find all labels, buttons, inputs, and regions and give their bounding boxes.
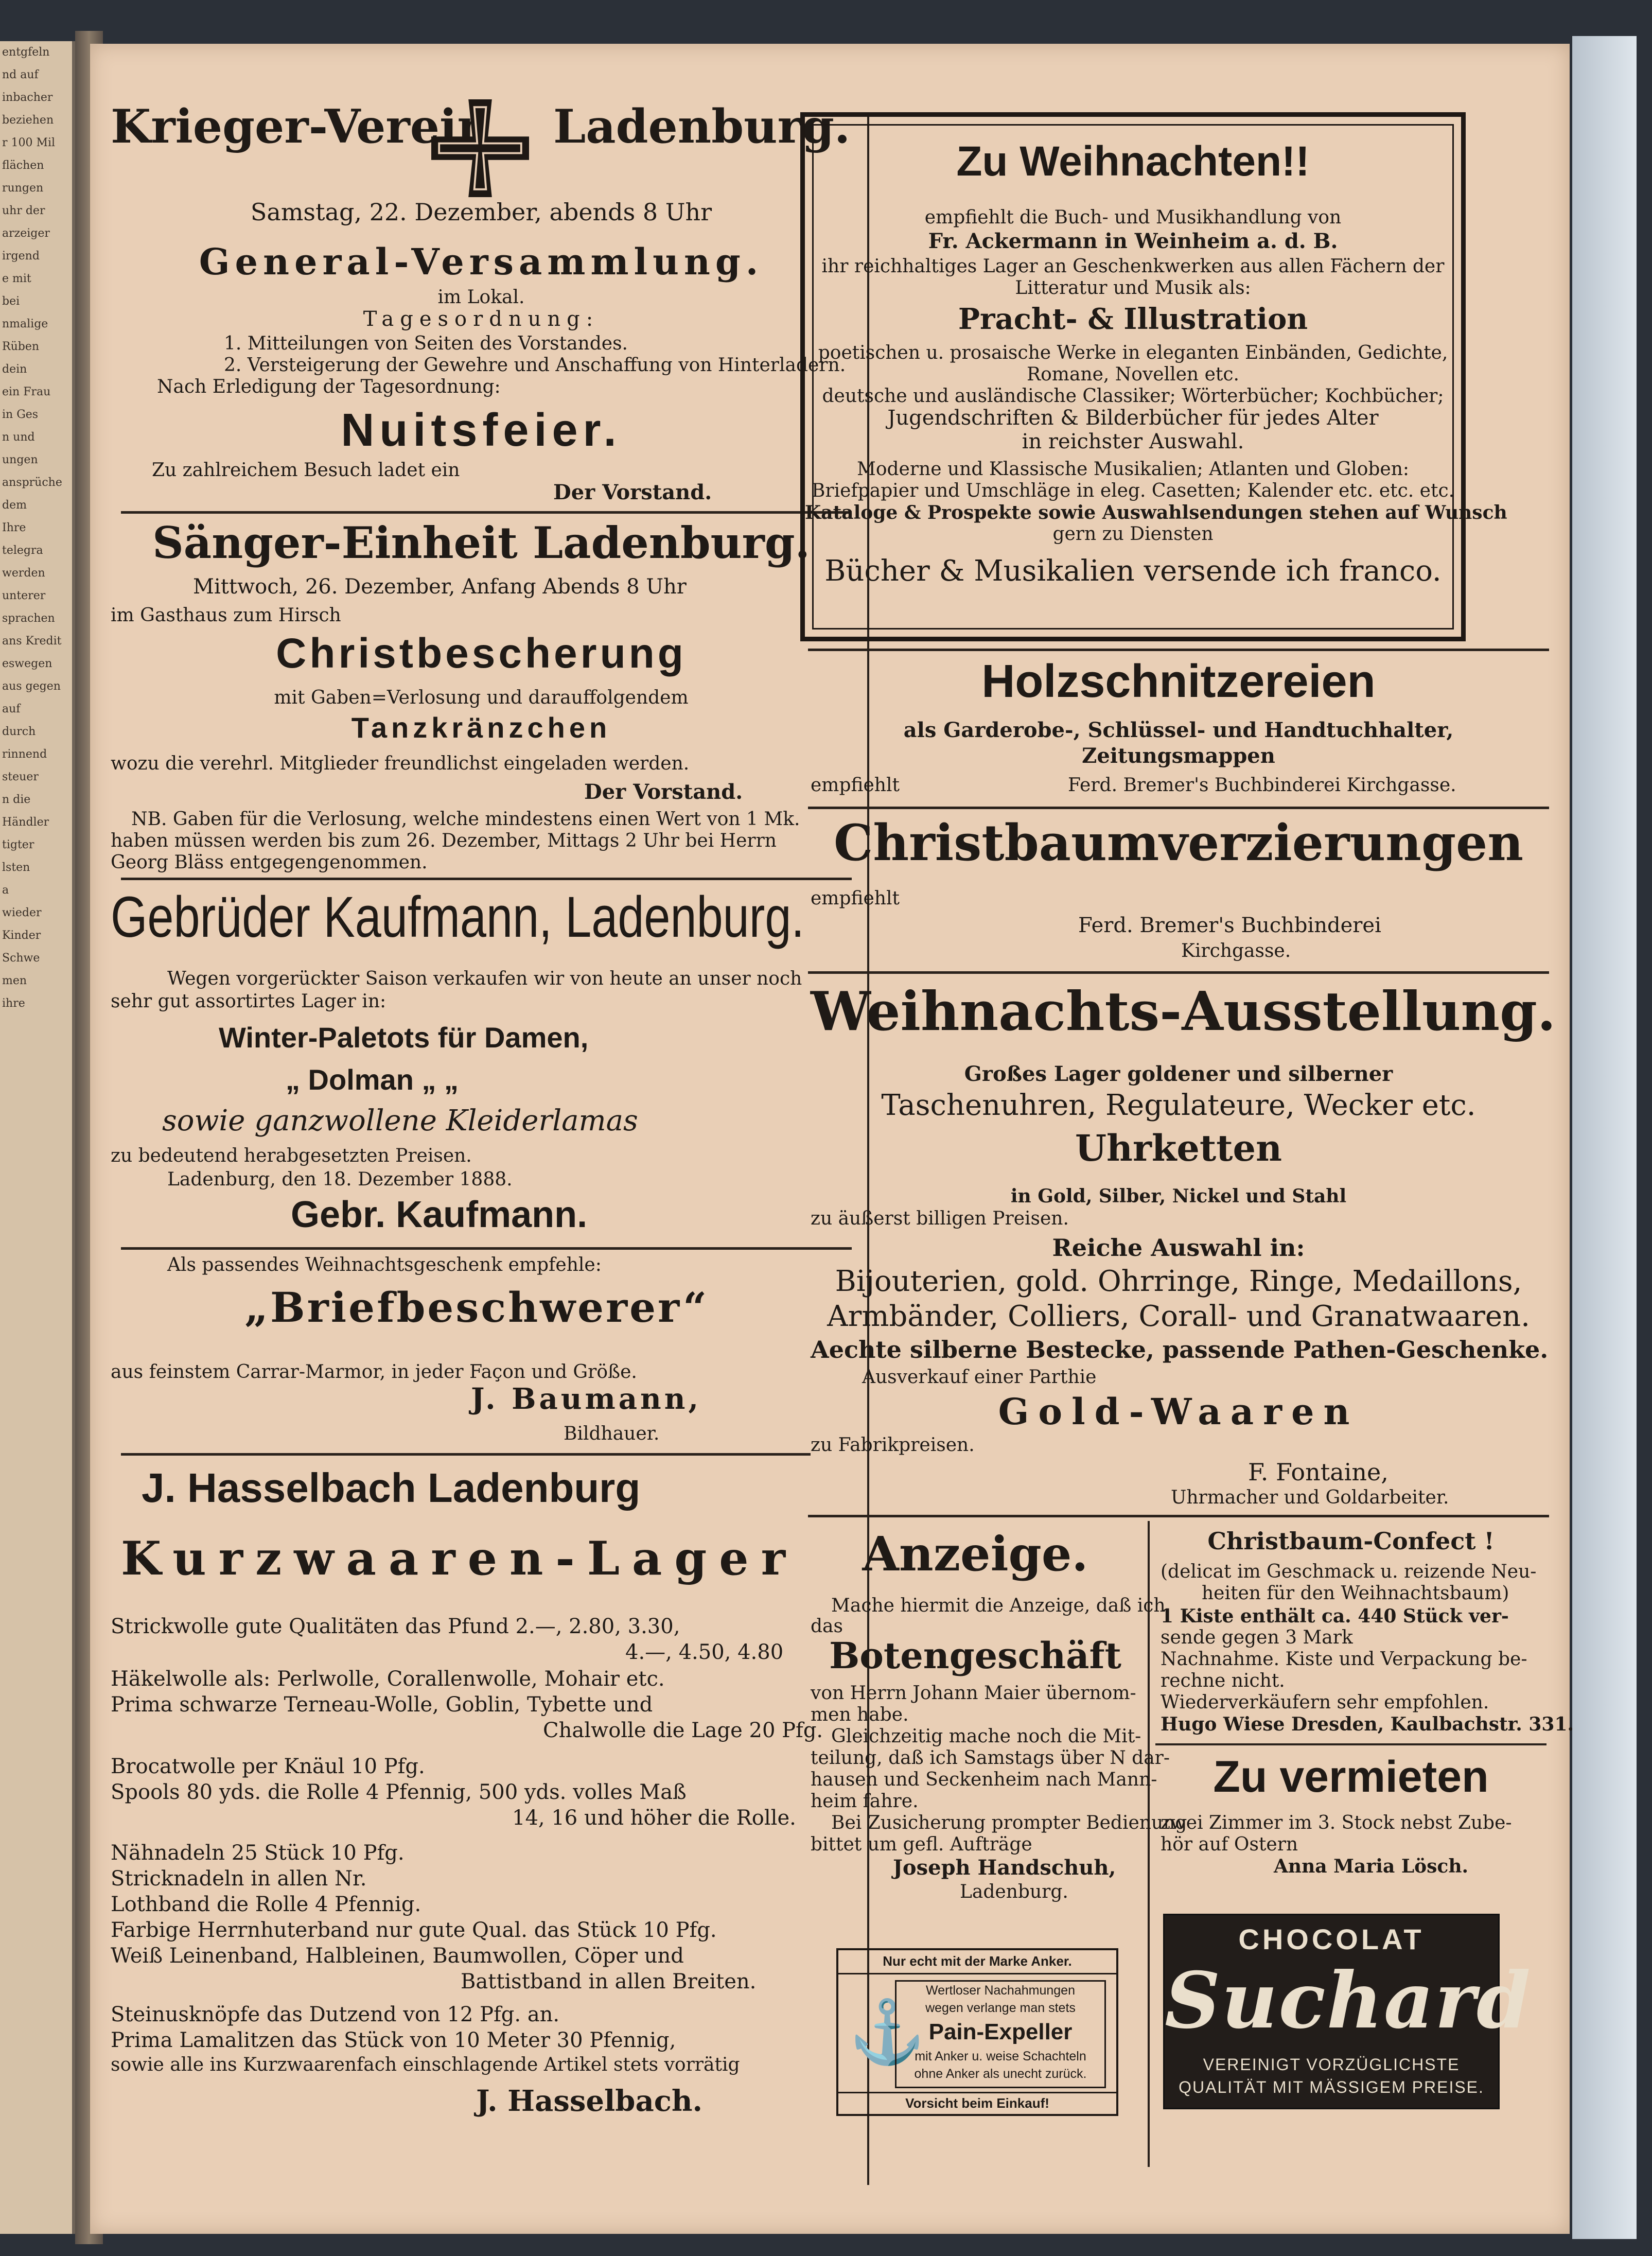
ad-line: Wertloser Nachahmungen: [926, 1983, 1075, 1998]
list-item: Weiß Leinenband, Halbleinen, Baumwollen, Cöper und: [111, 1944, 684, 1968]
ad-top-line: Nur echt mit der Marke Anker.: [838, 1950, 1116, 1974]
ad-title-left: Krieger-Verein: [111, 99, 491, 154]
name: Joseph Handschuh,: [893, 1856, 1116, 1880]
ad-line: Moderne und Klassische Musikalien; Atlanten und Globen:: [856, 459, 1410, 480]
ad-line: Litteratur und Musik als:: [1015, 277, 1251, 299]
newspaper-page: [90, 44, 1574, 2234]
ad-line: Zeitungsmappen: [1082, 744, 1275, 768]
ad-line: Gleichzeitig mache noch die Mit-: [831, 1726, 1141, 1747]
ad-line: Jugendschriften & Bilderbücher für jedes Alter: [887, 406, 1379, 430]
ad-line: rechne nicht.: [1161, 1670, 1285, 1691]
ad-line: Großes Lager goldener und silberner: [964, 1062, 1393, 1086]
ad-line: 1 Kiste enthält ca. 440 Stück ver-: [1161, 1605, 1509, 1627]
prev-page-text-fragment: ein Frau: [2, 386, 51, 398]
prev-page-text-fragment: flächen: [2, 159, 44, 172]
prev-page-text-fragment: werden: [2, 567, 45, 580]
name: J. Baumann,: [471, 1382, 701, 1416]
ad-line: hausen und Seckenheim nach Mann-: [811, 1769, 1157, 1790]
prev-page-text-fragment: in Ges: [2, 408, 39, 421]
prev-page-text-fragment: Händler: [2, 816, 49, 829]
ad-line: bittet um gefl. Aufträge: [811, 1834, 1032, 1855]
place: im Gasthaus zum Hirsch: [111, 605, 341, 626]
nb-line: haben müssen werden bis zum 26. Dezember, Mittags 2 Uhr bei Herrn: [111, 830, 777, 851]
invite-line: Zu zahlreichem Besuch ladet ein: [152, 460, 460, 481]
job: Bildhauer.: [564, 1423, 660, 1444]
firm-line: Ferd. Bremer's Buchbinderei Kirchgasse.: [1068, 775, 1456, 796]
desc-line: aus feinstem Carrar-Marmor, in jeder Façon und Größe.: [111, 1361, 637, 1383]
prev-page-text-fragment: Ihre: [2, 521, 26, 534]
ad-line: Gold-Waaren: [998, 1390, 1359, 1433]
prev-page-text-fragment: aus gegen: [2, 680, 61, 693]
sub-line: mit Gaben=Verlosung und darauffolgendem: [274, 687, 689, 708]
prev-page-text-fragment: sprachen: [2, 612, 55, 625]
ad-line: mit Anker u. weise Schachteln: [915, 2049, 1086, 2063]
list-item: Stricknadeln in allen Nr.: [111, 1867, 367, 1891]
divider: [121, 878, 852, 880]
recommend-word: empfiehlt: [811, 775, 900, 796]
ad-title: Weihnachts-Ausstellung.: [811, 980, 1556, 1043]
prev-page-text-fragment: tigter: [2, 838, 34, 851]
prev-page-text-fragment: n und: [2, 431, 35, 444]
prev-page-text-fragment: uhr der: [2, 204, 45, 217]
prev-page-text-fragment: e mit: [2, 272, 31, 285]
firm-line: Ferd. Bremer's Buchbinderei: [1078, 914, 1381, 937]
ad-line: zu äußerst billigen Preisen.: [811, 1208, 1069, 1229]
list-item: Prima Lamalitzen das Stück von 10 Meter 30 Pfennig,: [111, 2028, 676, 2052]
place: Ladenburg.: [960, 1881, 1068, 1902]
divider: [121, 1247, 852, 1250]
prev-page-text-fragment: wieder: [2, 906, 42, 919]
list-item: Prima schwarze Terneau-Wolle, Goblin, Tybette und: [111, 1693, 653, 1717]
dance-title: Tanzkränzchen: [351, 711, 611, 744]
name: Anna Maria Lösch.: [1274, 1856, 1469, 1877]
signature: Der Vorstand.: [584, 780, 743, 804]
brand-line: CHOCOLAT: [1238, 1923, 1425, 1955]
ad-line: Fr. Ackermann in Weinheim a. d. B.: [928, 229, 1338, 253]
ad-line: Ausverkauf einer Parthie: [862, 1367, 1097, 1388]
ad-line: Briefpapier und Umschläge in eleg. Casetten; Kalender etc. etc. etc.: [811, 480, 1455, 501]
list-item: 14, 16 und höher die Rolle.: [512, 1806, 796, 1830]
prev-page-text-fragment: steuer: [2, 771, 39, 783]
previous-page-edge: [0, 41, 75, 2234]
nb-line: Georg Bläss entgegengenommen.: [111, 852, 428, 873]
ad-line: ihr reichhaltiges Lager an Geschenkwerken aus allen Fächern der: [821, 256, 1445, 277]
ad-title-right: Ladenburg.: [553, 99, 851, 154]
ad-line: Botengeschäft: [829, 1634, 1121, 1677]
intro-line: sehr gut assortirtes Lager in:: [111, 991, 386, 1012]
prev-page-text-fragment: unterer: [2, 589, 46, 602]
product-name: Pain-Expeller: [928, 2019, 1073, 2044]
prev-page-text-fragment: n die: [2, 793, 31, 806]
prev-page-text-fragment: Schwe: [2, 952, 40, 965]
ad-line: Kataloge & Prospekte sowie Auswahlsendungen stehen auf Wunsch: [805, 502, 1507, 523]
brand-logo: Suchard: [1165, 1955, 1532, 2046]
list-item: Farbige Herrnhuterband nur gute Qual. das Stück 10 Pfg.: [111, 1918, 717, 1942]
prev-page-text-fragment: ihre: [2, 997, 25, 1010]
name: F. Fontaine,: [1248, 1458, 1389, 1486]
ad-title: Anzeige.: [862, 1526, 1088, 1582]
ad-line: in reichster Auswahl.: [1022, 430, 1244, 453]
prev-page-text-fragment: rungen: [2, 182, 44, 195]
ad-title: „Briefbeschwerer“: [244, 1283, 709, 1332]
agenda-heading: Tagesordnung:: [363, 307, 600, 331]
prev-page-text-fragment: arzeiger: [2, 227, 50, 240]
event-title: General-Versammlung.: [199, 240, 764, 283]
ad-line: Pracht- & Illustration: [958, 302, 1308, 336]
ad-line: wegen verlange man stets: [925, 2001, 1076, 2015]
ad-title: Christbaumverzierungen: [833, 814, 1523, 872]
prev-page-text-fragment: inbacher: [2, 91, 53, 104]
divider: [121, 1453, 811, 1456]
list-item: Nähnadeln 25 Stück 10 Pfg.: [111, 1841, 405, 1865]
ad-line: (delicat im Geschmack u. reizende Neu-: [1161, 1561, 1537, 1582]
prev-page-text-fragment: dein: [2, 363, 27, 376]
slogan-line: QUALITÄT MIT MÄSSIGEM PREISE.: [1179, 2078, 1484, 2096]
ad-line: poetischen u. prosaische Werke in eleganten Einbänden, Gedichte,: [818, 342, 1448, 363]
item: Winter-Paletots für Damen,: [219, 1021, 589, 1054]
prev-page-text-fragment: nmalige: [2, 318, 48, 330]
ad-line: zu Fabrikpreisen.: [811, 1435, 975, 1456]
location: im Lokal.: [437, 287, 525, 308]
ad-line: Romane, Novellen etc.: [1027, 364, 1239, 385]
prev-page-text-fragment: Kinder: [2, 929, 41, 942]
ad-ackermann: [800, 112, 1507, 641]
signature: Gebr. Kaufmann.: [291, 1194, 588, 1235]
list-item: Chalwolle die Lage 20 Pfg.: [543, 1719, 823, 1742]
prev-page-text-fragment: auf: [2, 703, 21, 715]
prev-page-text-fragment: dem: [2, 499, 27, 512]
prev-page-text-fragment: rinnend: [2, 748, 47, 761]
ad-line: ohne Anker als unecht zurück.: [914, 2067, 1087, 2081]
ad-line: heiten für den Weihnachtsbaum): [1202, 1583, 1509, 1604]
ad-line: deutsche und ausländische Classiker; Wörterbücher; Kochbücher;: [822, 386, 1444, 407]
ad-line: Mache hiermit die Anzeige, daß ich: [831, 1595, 1166, 1616]
ad-line: Nachnahme. Kiste und Verpackung be-: [1161, 1649, 1527, 1670]
ad-line: Reiche Auswahl in:: [1052, 1234, 1305, 1262]
slogan-line: VEREINIGT VORZÜGLICHSTE: [1203, 2055, 1460, 2074]
prices-line: zu bedeutend herabgesetzten Preisen.: [111, 1145, 472, 1166]
intro-line: Wegen vorgerückter Saison verkaufen wir von heute an unser noch: [167, 968, 802, 989]
ad-line: hör auf Ostern: [1161, 1834, 1298, 1855]
prev-page-text-fragment: telegra: [2, 544, 43, 557]
list-item: Häkelwolle als: Perlwolle, Corallenwolle, Mohair etc.: [111, 1667, 665, 1691]
signature: Der Vorstand.: [553, 480, 712, 504]
ad-line: teilung, daß ich Samstags über N dar-: [811, 1747, 1170, 1769]
ad-line: Taschenuhren, Regulateure, Wecker etc.: [881, 1089, 1476, 1122]
prev-page-text-fragment: a: [2, 884, 9, 897]
nb-line: NB. Gaben für die Verlosung, welche mindestens einen Wert von 1 Mk.: [131, 809, 800, 830]
ad-title: J. Hasselbach Ladenburg: [142, 1465, 641, 1511]
ad-title: Sänger-Einheit Ladenburg.: [152, 517, 810, 568]
prev-page-text-fragment: entgfeln: [2, 46, 50, 59]
prev-page-text-fragment: bei: [2, 295, 20, 308]
ad-line: Uhrketten: [1075, 1127, 1282, 1169]
divider: [1155, 1743, 1546, 1745]
ad-line: sende gegen 3 Mark: [1161, 1627, 1353, 1648]
signature: J. Hasselbach.: [476, 2084, 703, 2118]
ad-line: Armbänder, Colliers, Corall- und Granatwaaren.: [827, 1300, 1530, 1333]
anchor-icon: ⚓: [849, 1997, 926, 2068]
date-line: Mittwoch, 26. Dezember, Anfang Abends 8 Uhr: [193, 575, 687, 599]
feier-title: Nuitsfeier.: [341, 405, 622, 456]
prev-page-text-fragment: Rüben: [2, 340, 40, 353]
ad-bottom-line: Vorsicht beim Einkauf!: [838, 2092, 1116, 2114]
ad-line: heim fahre.: [811, 1791, 919, 1812]
prev-page-text-fragment: eswegen: [2, 657, 52, 670]
ad-line: als Garderobe-, Schlüssel- und Handtuchhalter,: [903, 718, 1454, 742]
ad-title: Zu vermieten: [1213, 1752, 1489, 1802]
street-line: Kirchgasse.: [1181, 940, 1291, 961]
ad-line: Aechte silberne Bestecke, passende Pathen-Geschenke.: [811, 1336, 1549, 1363]
ad-line: das: [811, 1616, 843, 1637]
list-item: Strickwolle gute Qualitäten das Pfund 2.—, 2.80, 3.30,: [111, 1615, 680, 1638]
invite-line: wozu die verehrl. Mitglieder freundlichst eingeladen werden.: [111, 753, 690, 774]
item: „ Dolman „ „: [286, 1063, 459, 1096]
prev-page-text-fragment: ansprüche: [2, 476, 62, 489]
event-title: Christbescherung: [276, 630, 687, 677]
ad-line: von Herrn Johann Maier übernom-: [811, 1683, 1136, 1704]
recommend-word: empfiehlt: [811, 888, 900, 909]
ad-line: gern zu Diensten: [1052, 523, 1214, 545]
divider: [121, 511, 852, 514]
date-line: Ladenburg, den 18. Dezember 1888.: [167, 1169, 513, 1190]
ad-inner-box: [895, 1980, 1106, 2088]
prev-page-text-fragment: ungen: [2, 453, 38, 466]
ad-line: Bei Zusicherung prompter Bedienung: [831, 1812, 1187, 1833]
intro-line: Als passendes Weihnachtsgeschenk empfehle:: [167, 1254, 602, 1275]
prev-page-text-fragment: beziehen: [2, 114, 54, 127]
divider: [808, 971, 1549, 974]
list-item: Brocatwolle per Knäul 10 Pfg.: [111, 1755, 425, 1778]
list-item: Lothband die Rolle 4 Pfennig.: [111, 1893, 421, 1916]
ad-suchard: [1163, 1914, 1532, 2109]
list-item: 4.—, 4.50, 4.80: [625, 1640, 784, 1664]
prev-page-text-fragment: nd auf: [2, 68, 39, 81]
job: Uhrmacher und Goldarbeiter.: [1171, 1487, 1449, 1508]
ad-line: Bücher & Musikalien versende ich franco.: [824, 554, 1442, 588]
ad-line: empfiehlt die Buch- und Musikhandlung von: [924, 207, 1342, 228]
divider: [808, 807, 1549, 809]
prev-page-text-fragment: durch: [2, 725, 36, 738]
date-line: Samstag, 22. Dezember, abends 8 Uhr: [250, 198, 712, 226]
ad-title: Holzschnitzereien: [981, 656, 1376, 707]
book-cover-board: [1572, 36, 1637, 2239]
list-item: Spools 80 yds. die Rolle 4 Pfennig, 500 yds. volles Maß: [111, 1780, 687, 1804]
agenda-item: 2. Versteigerung der Gewehre und Anschaffung von Hinterladern.: [224, 355, 846, 376]
list-item: sowie alle ins Kurzwaarenfach einschlagende Artikel stets vorrätig: [111, 2054, 740, 2075]
prev-page-text-fragment: men: [2, 974, 27, 987]
prev-page-text-fragment: ans Kredit: [2, 635, 62, 648]
agenda-item: 1. Mitteilungen von Seiten des Vorstandes.: [224, 333, 628, 354]
ad-line: Bijouterien, gold. Ohrringe, Ringe, Medaillons,: [835, 1265, 1522, 1298]
item: sowie ganzwollene Kleiderlamas: [162, 1104, 638, 1138]
ad-title: Gebrüder Kaufmann, Ladenburg.: [111, 885, 804, 949]
iron-cross-icon: [431, 97, 529, 200]
prev-page-text-fragment: irgend: [2, 250, 40, 263]
ad-pain-expeller: [836, 1948, 1118, 2116]
prev-page-text-fragment: lsten: [2, 861, 30, 874]
ad-subtitle: Kurzwaaren-Lager: [121, 1531, 798, 1586]
ad-line: Hugo Wiese Dresden, Kaulbachstr. 331.: [1161, 1713, 1574, 1735]
divider: [808, 1515, 1549, 1517]
ad-line: men habe.: [811, 1704, 909, 1725]
after-line: Nach Erledigung der Tagesordnung:: [157, 376, 501, 397]
list-item: Steinusknöpfe das Dutzend von 12 Pfg. an.: [111, 2003, 560, 2026]
list-item: Battistband in allen Breiten.: [461, 1970, 757, 1993]
divider: [808, 649, 1549, 651]
prev-page-text-fragment: r 100 Mil: [2, 136, 56, 149]
ad-title: Zu Weihnachten!!: [956, 138, 1310, 185]
ad-line: zwei Zimmer im 3. Stock nebst Zube-: [1161, 1812, 1512, 1833]
ad-line: Wiederverkäufern sehr empfohlen.: [1161, 1692, 1489, 1713]
ad-title: Christbaum-Confect !: [1207, 1527, 1495, 1555]
ad-line: in Gold, Silber, Nickel und Stahl: [1010, 1185, 1347, 1207]
subcolumn-divider: [1148, 1521, 1150, 2167]
